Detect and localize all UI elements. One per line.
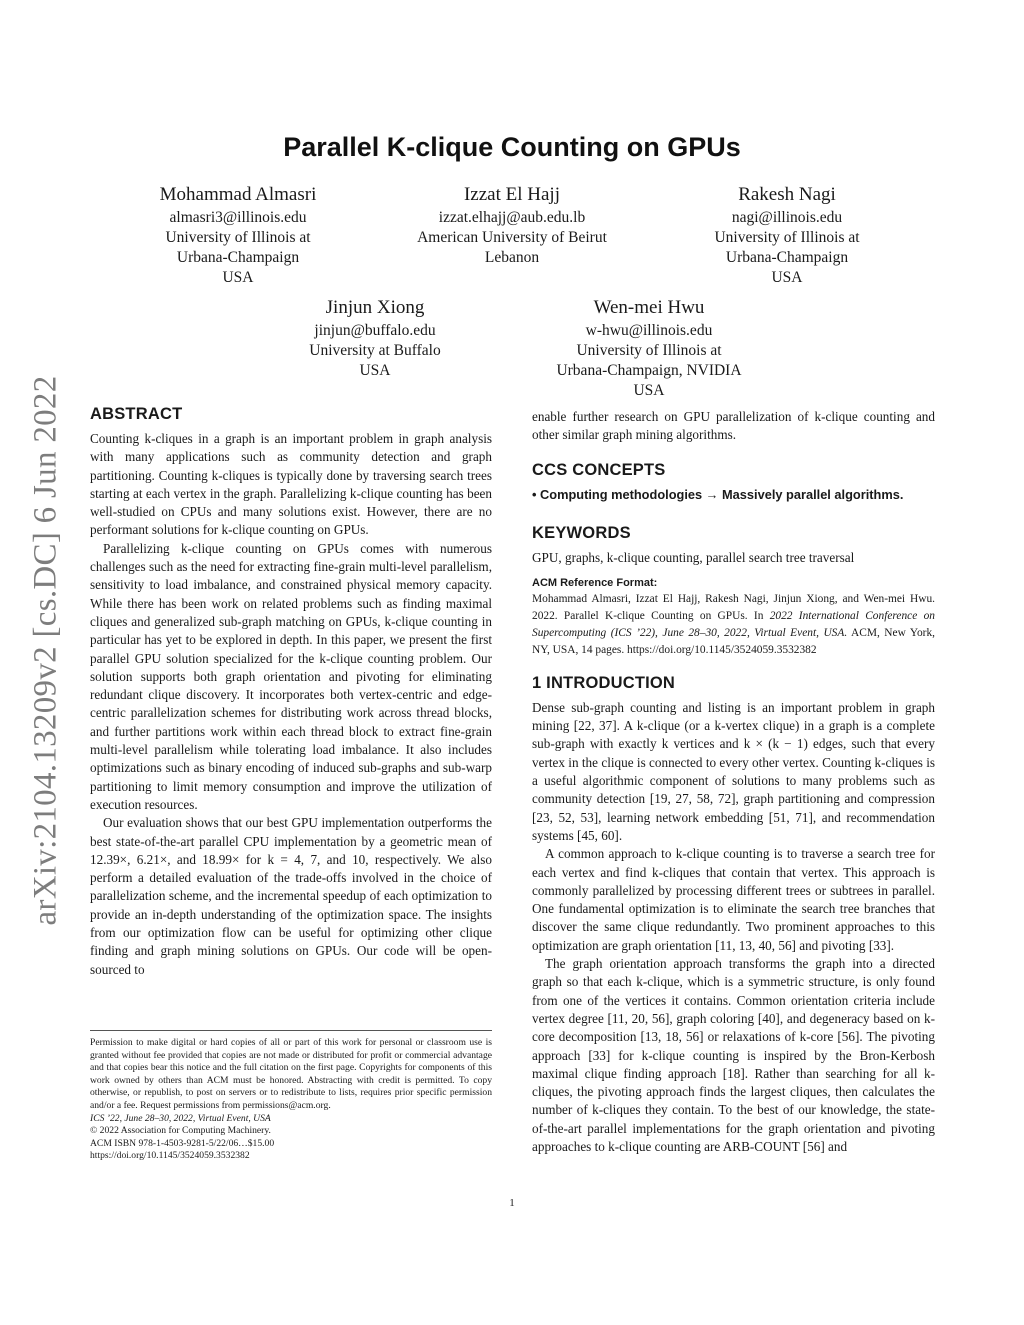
copyright-footnote	[90, 1030, 492, 1163]
abstract-continuation: enable further research on GPU parallelization of k-clique counting and other similar graph mining algorithms.	[532, 409, 935, 443]
acm-reference-heading: ACM Reference Format:	[532, 576, 658, 589]
arxiv-identifier-stamp	[16, 365, 76, 935]
ccs-concept	[532, 486, 935, 504]
left-column	[90, 405, 492, 979]
right-column	[532, 408, 935, 1156]
ccs-concept-text: • Computing methodologies → Massively parallel algorithms.	[532, 486, 904, 502]
ccs-heading: CCS CONCEPTS	[532, 460, 666, 479]
author-country: USA	[771, 269, 803, 286]
copyright-line: © 2022 Association for Computing Machinery.	[90, 1125, 271, 1137]
author-name: Jinjun Xiong	[325, 297, 425, 318]
abstract-heading: ABSTRACT	[90, 405, 183, 423]
conference-venue: ICS ’22, June 28–30, 2022, Virtual Event, USA	[90, 1112, 271, 1124]
author-block-3	[637, 182, 937, 288]
author-block-2	[362, 182, 662, 268]
keywords-text: GPU, graphs, k-clique counting, parallel search tree traversal	[532, 549, 855, 565]
introduction-paragraph: Dense sub-graph counting and listing is an important problem in graph mining [22, 37]. A k-clique (or a k-vertex clique) in a graph is a complete sub-graph with exactly k vertices and k × (k − 1) edges, such that every vertex in the clique is connected to every other vertex. Counting k-cliques is a useful algorithmic component of solutions to many problems such as community detection [19, 27, 58, 72], graph partitioning and compression [23, 52, 53], learning network embedding [51, 71], and recommendation systems [45, 60].	[532, 699, 935, 843]
abstract-paragraph: Parallelizing k-clique counting on GPUs comes with numerous challenges such as the need for extracting fine-grain multi-level parallelism, sensitivity to load imbalance, and constrained physical memory capacity. While there has been work on related problems such as finding maximal cliques and generalized sub-graph matching on GPUs, k-clique counting in particular has yet to be explored in depth. In this paper, we present the first parallel GPU solution specialized for the k-clique counting problem. Our solution supports both graph orientation and pivoting for eliminating redundant clique discovery. It incorporates both vertex-centric and edge-centric parallelization schemes for distributing work across thread blocks, and further partitions work within each thread block to extract fine-grain multi-level parallelism while tolerating load imbalance. It also includes optimizations such as binary encoding of induced sub-graphs and sub-warp partitioning to limit memory consumption and improve the utilization of execution resources.	[90, 540, 492, 812]
author-affiliation: University at Buffalo	[309, 342, 441, 359]
introduction-paragraph: The graph orientation approach transforms the graph into a directed graph so that each k-clique, which is a symmetric structure, is only found from one of the vertices it contains. Common orientation criteria include vertex degree [11, 20, 56], graph coloring [40], and degeneracy based on k-core decomposition [13, 18, 56] or relaxations of k-core [56]. The pivoting approach [33] for k-clique counting is inspired by the Bron-Kerbosh maximal clique finding approach [18]. Rather than searching for all k-cliques, the pivoting approach finds the largest cliques, then calculates the number of k-cliques they contain. To the best of our knowledge, the state-of-the-art parallel implementations for the graph orientation and pivoting approaches to k-clique counting are ARB-COUNT [56] and	[532, 956, 935, 1155]
author-country: USA	[222, 269, 254, 286]
author-affiliation: University of Illinois at	[576, 342, 722, 359]
author-country: USA	[633, 382, 665, 399]
page-number: 1	[509, 1197, 515, 1209]
keywords-heading: KEYWORDS	[532, 523, 631, 542]
author-name: Mohammad Almasri	[159, 184, 317, 205]
arxiv-identifier: arXiv:2104.13209v2 [cs.DC] 6 Jun 2022	[27, 374, 64, 926]
author-country: USA	[359, 362, 391, 379]
author-email: w-hwu@illinois.edu	[585, 322, 713, 339]
author-name: Wen-mei Hwu	[593, 297, 705, 318]
author-email: jinjun@buffalo.edu	[314, 322, 436, 339]
author-affiliation: American University of Beirut	[417, 229, 607, 246]
author-affiliation: Urbana-Champaign	[725, 249, 849, 266]
author-affiliation: Urbana-Champaign	[176, 249, 300, 266]
acm-reference-venue: 2022 International Conference on Supercomputing (ICS ’22), June 28–30, 2022, Virtual Event, USA.	[532, 609, 935, 639]
author-affiliation: University of Illinois at	[714, 229, 860, 246]
author-block-1	[88, 182, 388, 288]
abstract-paragraph: Our evaluation shows that our best GPU implementation outperforms the best state-of-the-art parallel CPU implementation by a geometric mean of 12.39×, 6.21×, and 18.99× for k = 4, 7, and 10, respectively. We also perform a detailed evaluation of the trade-offs involved in the choice of parallelization scheme, and the incremental speedup of each optimization to provide an in-depth understanding of the optimization space. The insights from our optimization flow can be useful for optimizing other clique finding and graph mining solutions on GPUs. Our code will be open-sourced to	[90, 815, 492, 977]
permission-notice: Permission to make digital or hard copies of all or part of this work for personal or classroom use is granted without fee provided that copies are not made or distributed for profit or commercial advantage and that copies bear this notice and the full citation on the first page. Copyrights for components of this work owned by others than ACM must be honored. Abstracting with credit is permitted. To copy otherwise, or republish, to post on servers or to redistribute to lists, requires prior specific permission and/or a fee. Request permissions from permissions@acm.org.	[90, 1037, 492, 1111]
introduction-heading: 1 INTRODUCTION	[532, 673, 676, 692]
paper-title: Parallel K-clique Counting on GPUs	[283, 132, 741, 162]
author-block-4	[225, 295, 525, 381]
author-name: Izzat El Hajj	[463, 184, 560, 205]
acm-reference-publisher: ACM, New York, NY, USA, 14 pages. https://doi.org/10.1145/3524059.3532382	[532, 626, 935, 656]
acm-reference-text	[532, 591, 935, 659]
author-name: Rakesh Nagi	[738, 184, 836, 205]
author-country: Lebanon	[484, 249, 540, 266]
isbn-line: ACM ISBN 978-1-4503-9281-5/22/06…$15.00	[90, 1137, 275, 1149]
author-affiliation: Urbana-Champaign, NVIDIA	[556, 362, 742, 379]
author-block-5	[499, 295, 799, 401]
author-affiliation: University of Illinois at	[165, 229, 311, 246]
acm-reference-authors: Mohammad Almasri, Izzat El Hajj, Rakesh Nagi, Jinjun Xiong, and Wen-mei Hwu. 2022. Parallel K-clique Counting on GPUs. In	[532, 592, 935, 622]
author-email: almasri3@illinois.edu	[169, 209, 307, 226]
author-email: nagi@illinois.edu	[731, 209, 843, 226]
introduction-paragraph: A common approach to k-clique counting is to traverse a search tree for each vertex and find k-cliques that contain that vertex. This approach is commonly parallelized by processing different trees or subtrees in parallel. One fundamental optimization is to eliminate the search tree branches that discover the same clique redundantly. Two prominent approaches to this optimization are graph orientation [11, 13, 40, 56] and pivoting [33].	[532, 846, 935, 953]
doi-link[interactable]: https://doi.org/10.1145/3524059.3532382	[90, 1150, 250, 1162]
author-email: izzat.elhajj@aub.edu.lb	[438, 209, 586, 226]
abstract-paragraph: Counting k-cliques in a graph is an important problem in graph analysis with many applications such as community detection and graph partitioning. Counting k-cliques is typically done by traversing search trees starting at each vertex in the graph. Parallelizing k-clique counting has been well-studied on CPUs and many solutions exist. However, there are no performant solutions for k-clique counting on GPUs.	[90, 431, 492, 538]
